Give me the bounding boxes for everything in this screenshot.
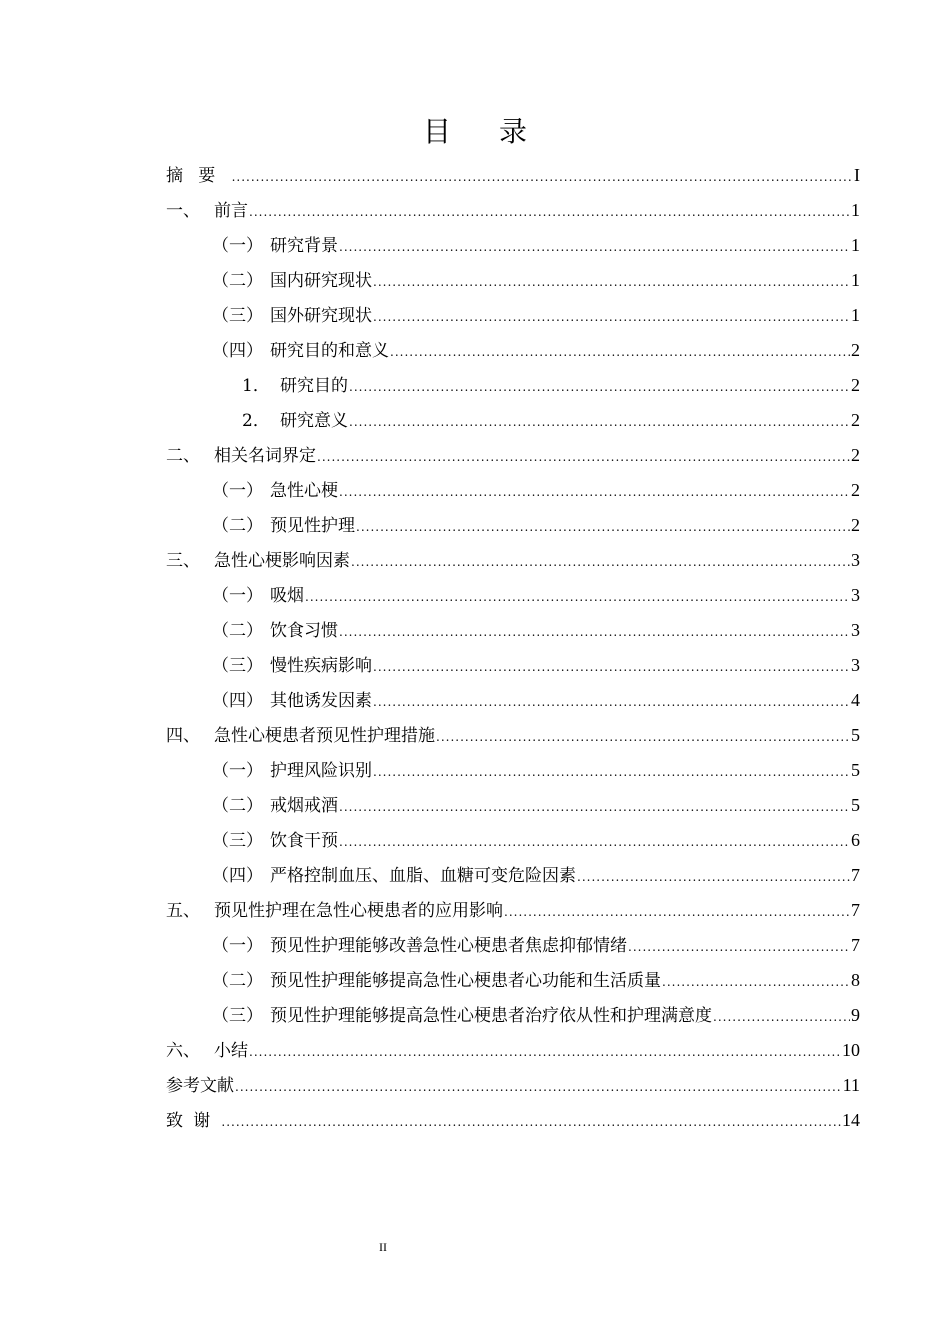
toc-entry-label: 预见性护理 (270, 516, 355, 536)
dot-leader (356, 510, 850, 545)
toc-entry-number: 二、 (166, 446, 200, 466)
toc-entry-section[interactable] (166, 858, 860, 893)
dot-leader (339, 790, 850, 825)
dot-leader (249, 1035, 841, 1070)
toc-entry-page: 1 (851, 305, 860, 325)
dot-leader (317, 440, 850, 475)
toc-entry-number: （二） (212, 516, 263, 536)
toc-entry-number: （一） (212, 761, 263, 781)
toc-entry-number: （四） (212, 691, 263, 711)
dot-leader (351, 545, 850, 580)
toc-entry-number: （一） (212, 936, 263, 956)
toc-entry-section[interactable] (166, 823, 860, 858)
toc-entry-page: 5 (851, 760, 860, 780)
toc-entry-subsection[interactable] (166, 368, 860, 403)
toc-entry-page: 5 (851, 725, 860, 745)
dot-leader (390, 335, 850, 370)
toc-entry-section[interactable] (166, 613, 860, 648)
toc-entry-section[interactable] (166, 648, 860, 683)
dot-leader (577, 860, 850, 895)
toc-entry-abstract[interactable] (166, 158, 860, 193)
toc-entry-label: 饮食习惯 (270, 621, 338, 641)
toc-entry-label: 研究目的和意义 (270, 341, 389, 361)
toc-entry-chapter-5[interactable] (166, 893, 860, 928)
toc-entry-label: 参考文献 (166, 1076, 234, 1096)
dot-leader (504, 895, 850, 930)
toc-entry-page: 7 (851, 935, 860, 955)
toc-entry-page: 2 (851, 375, 860, 395)
dot-leader (373, 265, 850, 300)
toc-entry-page: 3 (851, 585, 860, 605)
toc-entry-page: 3 (851, 620, 860, 640)
toc-entry-number: （四） (212, 341, 263, 361)
toc-entry-page: 2 (851, 445, 860, 465)
toc-entry-page: 6 (851, 830, 860, 850)
dot-leader (339, 825, 850, 860)
toc-entry-label: 吸烟 (270, 586, 304, 606)
toc-entry-label: 严格控制血压、血脂、血糖可变危险因素 (270, 866, 576, 886)
dot-leader (232, 160, 853, 195)
toc-entry-section[interactable] (166, 753, 860, 788)
toc-entry-page: 7 (851, 900, 860, 920)
toc-entry-page: 1 (851, 270, 860, 290)
toc-entry-number: 2． (242, 411, 270, 431)
toc-entry-number: 五、 (166, 901, 200, 921)
toc-entry-number: 三、 (166, 551, 200, 571)
toc-entry-number: 一、 (166, 201, 200, 221)
dot-leader (373, 300, 850, 335)
toc-entry-number: （二） (212, 971, 263, 991)
toc-entry-number: （二） (212, 621, 263, 641)
toc-entry-label: 护理风险识别 (270, 761, 372, 781)
toc-entry-page: 3 (851, 655, 860, 675)
toc-entry-section[interactable] (166, 998, 860, 1033)
toc-entry-label: 其他诱发因素 (270, 691, 372, 711)
toc-entry-number: 四、 (166, 726, 200, 746)
toc-entry-number: （三） (212, 831, 263, 851)
dot-leader (235, 1070, 842, 1105)
toc-entry-label: 饮食干预 (270, 831, 338, 851)
toc-entry-page: 8 (851, 970, 860, 990)
dot-leader (349, 370, 850, 405)
toc-entry-label: 研究意义 (280, 411, 348, 431)
toc-entry-section[interactable] (166, 298, 860, 333)
toc-entry-label: 小结 (214, 1041, 248, 1061)
toc-entry-section[interactable] (166, 333, 860, 368)
toc-entry-section[interactable] (166, 473, 860, 508)
toc-entry-page: 14 (842, 1110, 860, 1130)
toc-entry-acknowledgements[interactable] (166, 1103, 860, 1138)
toc-entry-section[interactable] (166, 683, 860, 718)
toc-entry-page: I (854, 165, 860, 185)
toc-entry-section[interactable] (166, 263, 860, 298)
toc-entry-number: （三） (212, 306, 263, 326)
toc-entry-section[interactable] (166, 578, 860, 613)
dot-leader (628, 930, 850, 965)
toc-entry-references[interactable] (166, 1068, 860, 1103)
toc-entry-number: （四） (212, 866, 263, 886)
toc-entry-label: 慢性疾病影响 (270, 656, 372, 676)
toc-entry-section[interactable] (166, 928, 860, 963)
toc-entry-label: 戒烟戒酒 (270, 796, 338, 816)
toc-entry-label: 国外研究现状 (270, 306, 372, 326)
toc-entry-page: 5 (851, 795, 860, 815)
toc-entry-label: 急性心梗影响因素 (214, 551, 350, 571)
toc-entry-page: 2 (851, 410, 860, 430)
dot-leader (436, 720, 850, 755)
dot-leader (305, 580, 850, 615)
page-number: II (379, 1240, 387, 1254)
toc-entry-section[interactable] (166, 508, 860, 543)
toc-entry-chapter-1[interactable] (166, 193, 860, 228)
dot-leader (349, 405, 850, 440)
toc-entry-number: （二） (212, 271, 263, 291)
toc-entry-number: （二） (212, 796, 263, 816)
toc-entry-label: 相关名词界定 (214, 446, 316, 466)
dot-leader (662, 965, 850, 1000)
dot-leader (221, 1105, 841, 1140)
toc-entry-label: 预见性护理在急性心梗患者的应用影响 (214, 901, 503, 921)
toc-entry-label: 摘要 (166, 166, 231, 186)
toc-entry-label: 致谢 (166, 1111, 221, 1131)
dot-leader (373, 685, 850, 720)
toc-entry-number: 六、 (166, 1041, 200, 1061)
toc-entry-chapter-2[interactable] (166, 438, 860, 473)
toc-entry-page: 1 (851, 200, 860, 220)
dot-leader (713, 1000, 850, 1035)
toc-entry-page: 2 (851, 340, 860, 360)
dot-leader (339, 615, 850, 650)
toc-entry-chapter-6[interactable] (166, 1033, 860, 1068)
toc-entry-page: 3 (851, 550, 860, 570)
toc-entry-chapter-3[interactable] (166, 543, 860, 578)
toc-entry-label: 预见性护理能够提高急性心梗患者治疗依从性和护理满意度 (270, 1006, 712, 1026)
toc-entry-label: 急性心梗患者预见性护理措施 (214, 726, 435, 746)
toc-entry-section[interactable] (166, 963, 860, 998)
toc-entry-page: 4 (851, 690, 860, 710)
toc-entry-label: 国内研究现状 (270, 271, 372, 291)
toc-entry-page: 7 (851, 865, 860, 885)
toc-entry-page: 10 (842, 1040, 860, 1060)
toc-entry-section[interactable] (166, 788, 860, 823)
table-of-contents (166, 158, 860, 1138)
toc-entry-page: 11 (842, 1075, 860, 1095)
toc-entry-label: 预见性护理能够提高急性心梗患者心功能和生活质量 (270, 971, 661, 991)
toc-entry-page: 9 (851, 1005, 860, 1025)
toc-entry-label: 前言 (214, 201, 248, 221)
dot-leader (339, 230, 850, 265)
page-title: 目录 (422, 115, 575, 148)
toc-entry-number: （一） (212, 481, 263, 501)
toc-entry-label: 急性心梗 (270, 481, 338, 501)
toc-entry-label: 研究背景 (270, 236, 338, 256)
toc-entry-section[interactable] (166, 228, 860, 263)
dot-leader (373, 650, 850, 685)
toc-entry-label: 研究目的 (280, 376, 348, 396)
toc-entry-page: 2 (851, 515, 860, 535)
toc-entry-number: 1． (242, 376, 270, 396)
toc-entry-number: （一） (212, 586, 263, 606)
dot-leader (339, 475, 850, 510)
dot-leader (249, 195, 850, 230)
dot-leader (373, 755, 850, 790)
toc-entry-number: （三） (212, 656, 263, 676)
toc-entry-subsection[interactable] (166, 403, 860, 438)
toc-entry-number: （一） (212, 236, 263, 256)
toc-entry-page: 1 (851, 235, 860, 255)
toc-entry-chapter-4[interactable] (166, 718, 860, 753)
toc-entry-page: 2 (851, 480, 860, 500)
toc-entry-number: （三） (212, 1006, 263, 1026)
toc-entry-label: 预见性护理能够改善急性心梗患者焦虑抑郁情绪 (270, 936, 627, 956)
